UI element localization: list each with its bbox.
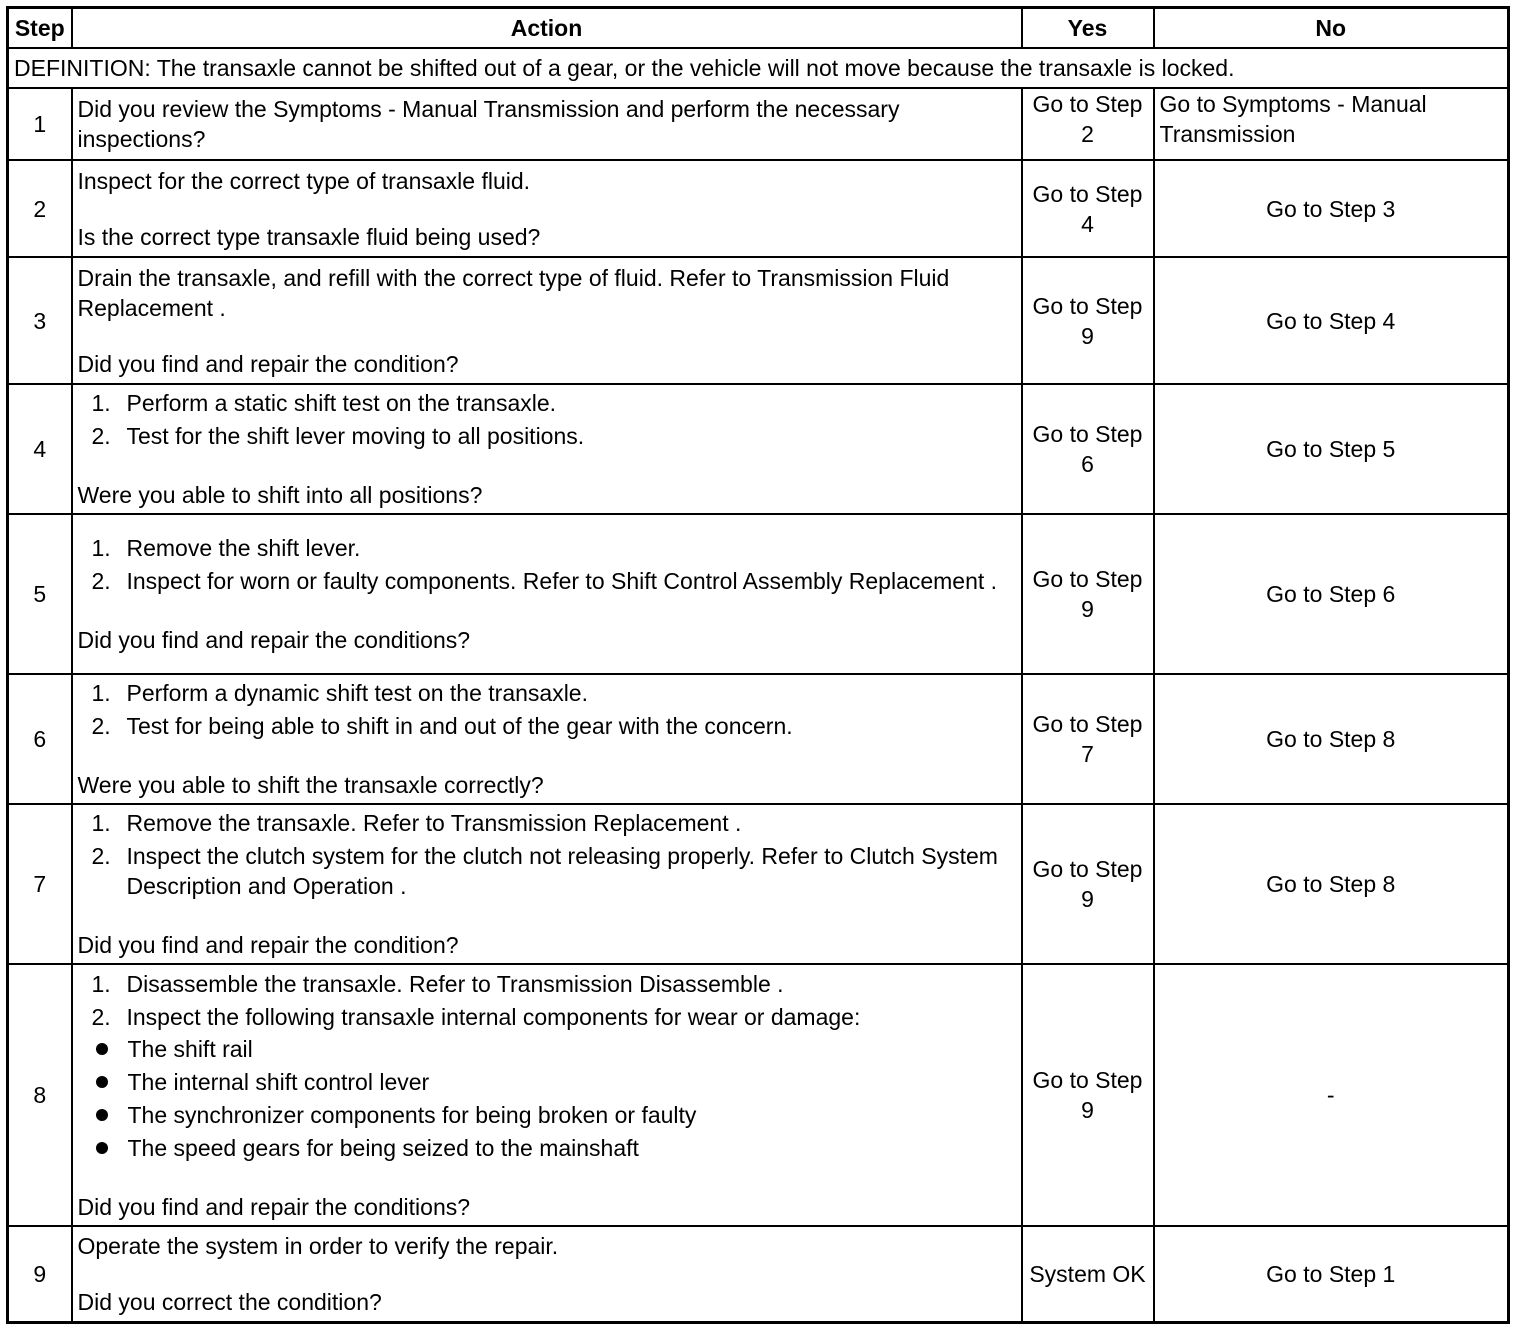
list-item (78, 841, 1016, 901)
bullet-icon (96, 1076, 108, 1088)
item-text: Perform a dynamic shift test on the transaxle. (126, 680, 588, 706)
no-cell: Go to Step 6 (1154, 514, 1509, 674)
action-question: Did you find and repair the condition? (77, 350, 459, 377)
item-number: 2. (91, 843, 111, 869)
list-item (78, 808, 1016, 838)
table-row (8, 804, 1509, 964)
item-number: 1. (91, 810, 111, 836)
no-cell: Go to Step 4 (1154, 257, 1509, 384)
bullet-icon (96, 1043, 108, 1055)
yes-cell: Go to Step 7 (1022, 674, 1154, 804)
item-number: 1. (91, 535, 111, 561)
no-cell: - (1154, 964, 1509, 1226)
action-instruction: Operate the system in order to verify the repair. (77, 1232, 559, 1259)
yes-cell: Go to Step 9 (1022, 257, 1154, 384)
action-cell (72, 384, 1022, 514)
header-yes: Yes (1022, 8, 1154, 49)
bullet-text: The internal shift control lever (127, 1068, 430, 1095)
numbered-list (78, 808, 1016, 901)
definition-text: DEFINITION: The transaxle cannot be shifted out of a gear, or the vehicle will not move because the transaxle is locked. (8, 48, 1509, 88)
item-number: 2. (91, 1003, 111, 1030)
item-text: Perform a static shift test on the transaxle. (126, 390, 557, 416)
bullet-list (78, 1034, 1016, 1163)
action-question: Did you find and repair the conditions? (77, 1193, 471, 1220)
item-text: Remove the transaxle. Refer to Transmission Replacement . (126, 810, 742, 836)
yes-cell: Go to Step 2 (1022, 88, 1154, 160)
action-cell (72, 514, 1022, 674)
item-number: 2. (91, 713, 111, 739)
step-number: 6 (8, 674, 72, 804)
bullet-icon (96, 1109, 108, 1121)
no-cell: Go to Symptoms - Manual Transmission (1154, 88, 1509, 160)
action-cell (72, 1226, 1022, 1322)
list-item (78, 969, 1016, 999)
diagnostic-table (6, 6, 1510, 1324)
item-number: 1. (91, 390, 111, 416)
bullet-text: The synchronizer components for being broken or faulty (127, 1101, 697, 1128)
step-number: 4 (8, 384, 72, 514)
action-cell (72, 674, 1022, 804)
list-item (78, 566, 1016, 596)
step-number: 3 (8, 257, 72, 384)
yes-cell: Go to Step 9 (1022, 804, 1154, 964)
step-number: 9 (8, 1226, 72, 1322)
action-question: Did you find and repair the conditions? (77, 627, 471, 653)
action-question: Did you find and repair the condition? (77, 932, 459, 958)
item-text: Test for the shift lever moving to all positions. (126, 423, 585, 449)
item-text: Remove the shift lever. (126, 535, 361, 561)
item-text: Inspect the clutch system for the clutch not releasing properly. Refer to Clutch System Description and Operation . (126, 843, 998, 899)
no-cell: Go to Step 1 (1154, 1226, 1509, 1322)
no-cell: Go to Step 5 (1154, 384, 1509, 514)
bullet-icon (96, 1142, 108, 1154)
definition-row (8, 48, 1509, 88)
step-number: 5 (8, 514, 72, 674)
action-question: Were you able to shift the transaxle correctly? (77, 772, 544, 798)
numbered-list (78, 678, 1016, 741)
action-question: Did you correct the condition? (77, 1288, 382, 1315)
yes-cell: Go to Step 9 (1022, 964, 1154, 1226)
table-row (8, 674, 1509, 804)
step-number: 2 (8, 160, 72, 257)
action-cell (72, 160, 1022, 257)
action-question: Did you review the Symptoms - Manual Transmission and perform the necessary inspections? (77, 96, 900, 152)
header-step: Step (8, 8, 72, 49)
no-cell: Go to Step 8 (1154, 674, 1509, 804)
item-text: Disassemble the transaxle. Refer to Transmission Disassemble . (126, 970, 784, 997)
step-number: 1 (8, 88, 72, 160)
step-number: 7 (8, 804, 72, 964)
step-number: 8 (8, 964, 72, 1226)
numbered-list (78, 969, 1016, 1163)
item-number: 2. (91, 423, 111, 449)
item-number: 1. (91, 970, 111, 997)
yes-cell: System OK (1022, 1226, 1154, 1322)
table-row (8, 257, 1509, 384)
no-cell: Go to Step 8 (1154, 804, 1509, 964)
yes-cell: Go to Step 9 (1022, 514, 1154, 674)
action-cell (72, 964, 1022, 1226)
numbered-list (78, 533, 1016, 596)
item-text: Inspect for worn or faulty components. Refer to Shift Control Assembly Replacement . (126, 568, 998, 594)
action-cell (72, 88, 1022, 160)
no-cell: Go to Step 3 (1154, 160, 1509, 257)
table-row (8, 1226, 1509, 1322)
yes-cell: Go to Step 4 (1022, 160, 1154, 257)
list-item (78, 421, 1016, 451)
action-cell (72, 804, 1022, 964)
table-row (8, 514, 1509, 674)
item-number: 2. (91, 568, 111, 594)
table-row (8, 88, 1509, 160)
item-text: Test for being able to shift in and out of the gear with the concern. (126, 713, 793, 739)
action-cell (72, 257, 1022, 384)
numbered-list (78, 388, 1016, 451)
list-item (78, 388, 1016, 418)
bullet-item (78, 1100, 1016, 1130)
header-action: Action (72, 8, 1022, 49)
table-row (8, 160, 1509, 257)
item-number: 1. (91, 680, 111, 706)
action-question: Were you able to shift into all positions? (77, 482, 483, 508)
action-instruction: Inspect for the correct type of transaxle fluid. (77, 167, 531, 194)
bullet-item (78, 1067, 1016, 1097)
list-item (78, 533, 1016, 563)
item-text: Inspect the following transaxle internal components for wear or damage: (126, 1003, 861, 1030)
yes-cell: Go to Step 6 (1022, 384, 1154, 514)
list-item (78, 711, 1016, 741)
list-item (78, 678, 1016, 708)
bullet-item (78, 1034, 1016, 1064)
bullet-text: The speed gears for being seized to the mainshaft (127, 1134, 639, 1161)
action-question: Is the correct type transaxle fluid being used? (77, 223, 541, 250)
bullet-text: The shift rail (127, 1035, 253, 1062)
header-no: No (1154, 8, 1509, 49)
action-instruction: Drain the transaxle, and refill with the correct type of fluid. Refer to Transmission Fluid Replacement . (77, 264, 950, 321)
list-item (78, 1002, 1016, 1163)
table-row (8, 964, 1509, 1226)
table-row (8, 384, 1509, 514)
bullet-item (78, 1133, 1016, 1163)
header-row (8, 8, 1509, 49)
